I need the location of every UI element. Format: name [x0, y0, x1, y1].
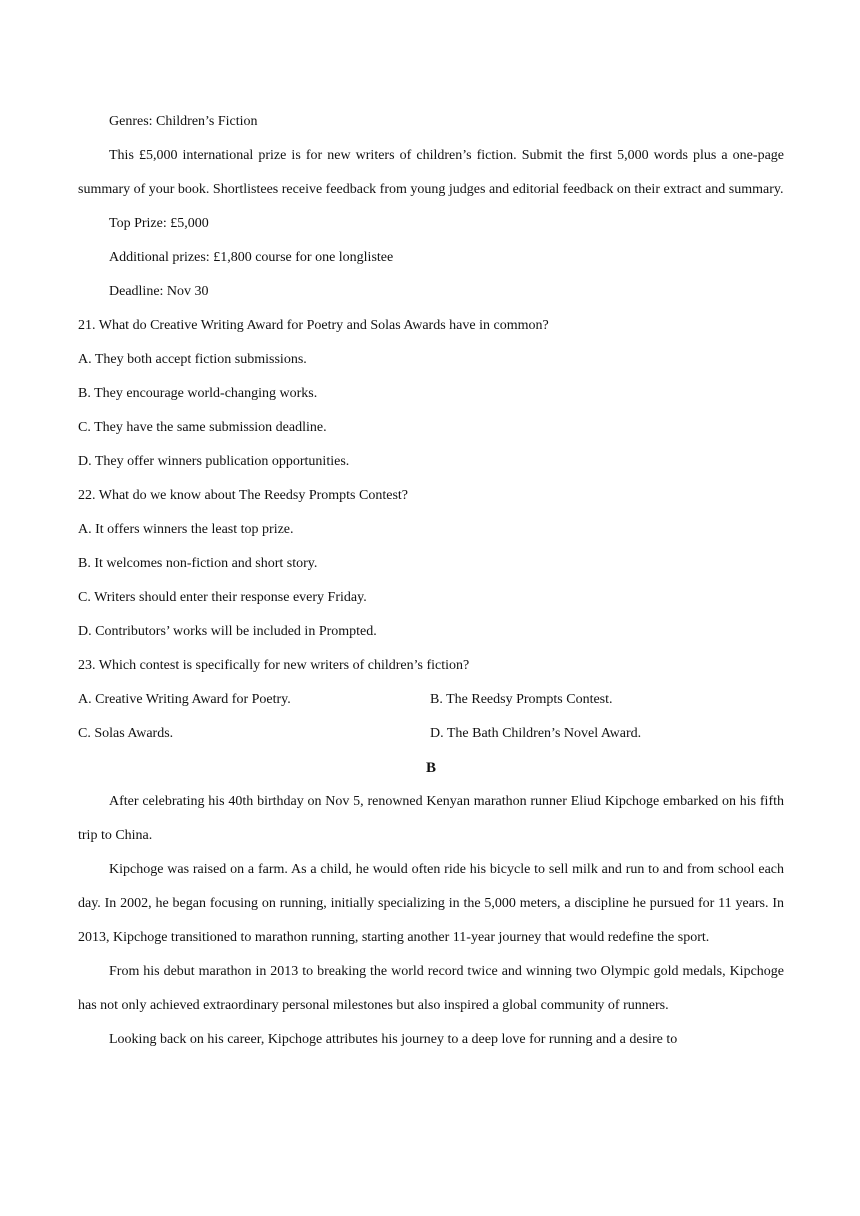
passage-b-paragraph-4: Looking back on his career, Kipchoge attributes his journey to a deep love for running and a desire to — [109, 1032, 678, 1047]
deadline-line: Deadline: Nov 30 — [109, 284, 209, 299]
section-b-heading: B — [425, 760, 436, 776]
additional-prizes-line: Additional prizes: £1,800 course for one longlistee — [109, 250, 394, 265]
question-23-option-d: D. The Bath Children’s Novel Award. — [430, 726, 642, 741]
question-22-option-d: D. Contributors’ works will be included in Prompted. — [78, 624, 377, 639]
question-21-option-c: C. They have the same submission deadline. — [78, 420, 327, 435]
question-21-option-d: D. They offer winners publication opportunities. — [78, 454, 350, 469]
question-23-options-row-1 — [78, 683, 784, 717]
question-21-option-b: B. They encourage world-changing works. — [78, 386, 318, 401]
question-23-option-c: C. Solas Awards. — [78, 726, 174, 741]
question-23-option-b: B. The Reedsy Prompts Contest. — [430, 692, 613, 707]
top-prize-line: Top Prize: £5,000 — [109, 216, 209, 231]
question-22-option-b: B. It welcomes non-fiction and short story. — [78, 556, 318, 571]
question-21-stem: 21. What do Creative Writing Award for Poetry and Solas Awards have in common? — [78, 318, 549, 333]
contest-description: This £5,000 international prize is for new writers of children’s fiction. Submit the first 5,000 words plus a one-page summary of your book. Shortlistees receive feedback from young judges and editorial feedback on their extract and summary. — [78, 148, 784, 197]
passage-b-paragraph-1: After celebrating his 40th birthday on Nov 5, renowned Kenyan marathon runner Eliud Kipchoge embarked on his fifth trip to China. — [78, 794, 784, 843]
passage-b-paragraph-3: From his debut marathon in 2013 to breaking the world record twice and winning two Olympic gold medals, Kipchoge has not only achieved extraordinary personal milestones but also inspired a global community of runners. — [78, 964, 784, 1013]
question-22-option-c: C. Writers should enter their response every Friday. — [78, 590, 367, 605]
question-23-options-row-2 — [78, 717, 784, 751]
passage-b-paragraph-2: Kipchoge was raised on a farm. As a child, he would often ride his bicycle to sell milk and run to and from school each day. In 2002, he began focusing on running, initially specializing in the 5,000 meters, a discipline he pursued for 11 years. In 2013, Kipchoge transitioned to marathon running, starting another 11-year journey that would redefine the sport. — [78, 862, 784, 945]
genres-line: Genres: Children’s Fiction — [109, 114, 258, 129]
page-content — [78, 105, 784, 1057]
question-23-option-a: A. Creative Writing Award for Poetry. — [78, 692, 291, 707]
question-23-stem: 23. Which contest is specifically for new writers of children’s fiction? — [78, 658, 470, 673]
question-21-option-a: A. They both accept fiction submissions. — [78, 352, 307, 367]
question-22-option-a: A. It offers winners the least top prize. — [78, 522, 294, 537]
question-22-stem: 22. What do we know about The Reedsy Prompts Contest? — [78, 488, 408, 503]
